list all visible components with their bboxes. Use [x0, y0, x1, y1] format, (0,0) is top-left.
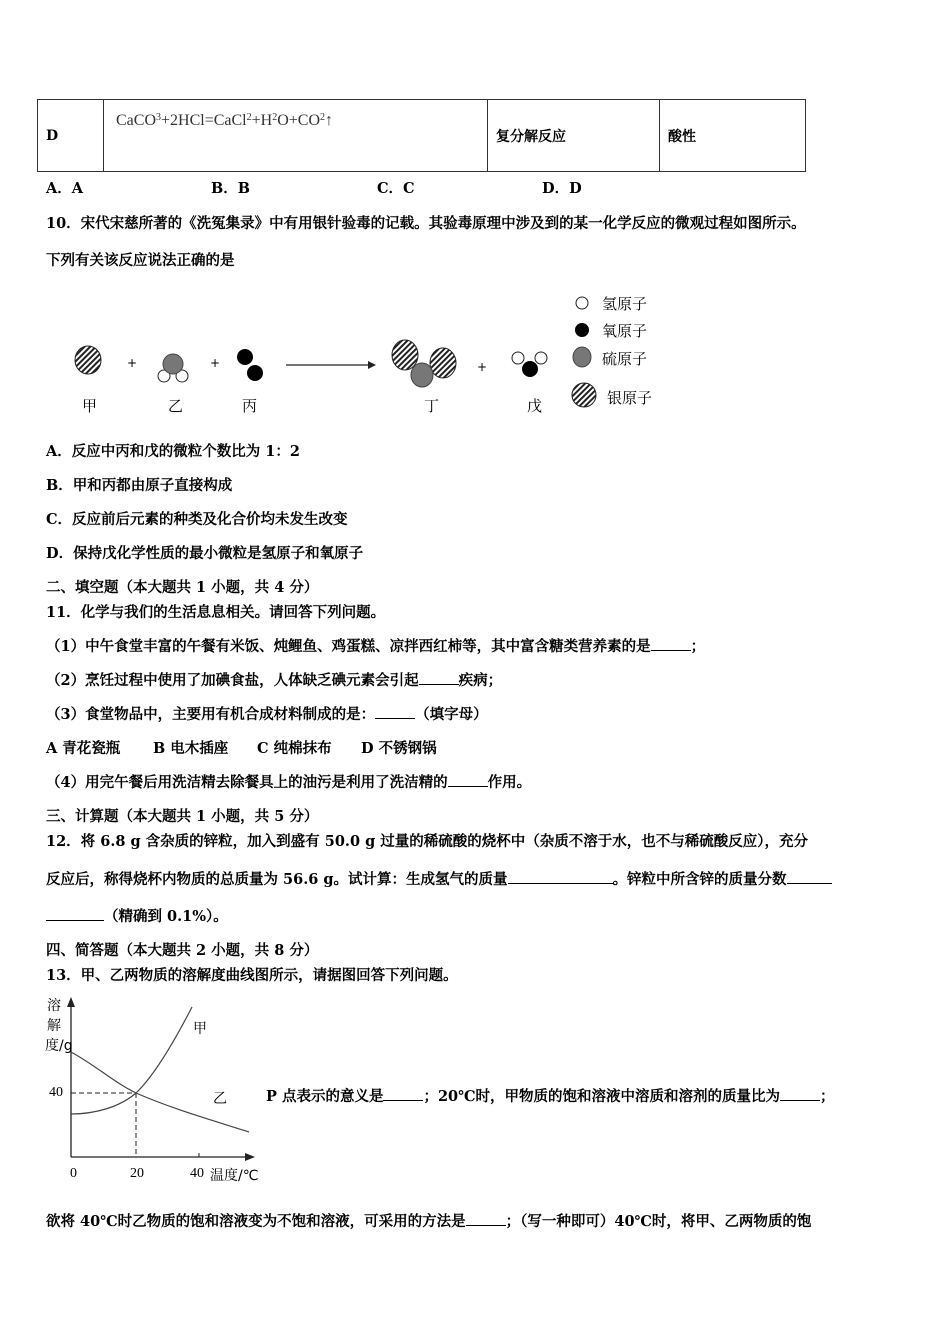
- q11-sub1: （1）中午食堂丰富的午餐有米饭、炖鲤鱼、鸡蛋糕、凉拌西红柿等，其中富含糖类营养素的是 ；: [46, 638, 706, 655]
- legend-sulfur-label: 硫原子: [602, 350, 648, 368]
- q10-option-c: C．反应前后元素的种类及化合价均未发生改变: [46, 511, 348, 528]
- answer-blank[interactable]: [448, 773, 488, 787]
- species-label-yi: 乙: [168, 397, 184, 415]
- species-label-wu: 戊: [527, 397, 543, 415]
- oxygen-molecule-icon: [237, 349, 263, 381]
- chart-x-tick-40: 40: [190, 1166, 204, 1181]
- silver-atom-icon: [75, 346, 101, 374]
- q11-choices: A 青花瓷瓶 B 电木插座 C 纯棉抹布 D 不锈钢锅: [46, 740, 437, 757]
- answer-blank[interactable]: [787, 870, 832, 884]
- svg-text:+: +: [210, 356, 221, 370]
- q13-last-line: 欲将 40℃时乙物质的饱和溶液变为不饱和溶液，可采用的方法是 ；（写一种即可）40℃时，将甲、乙两物质的饱: [46, 1213, 812, 1230]
- q9-option-d: D．D: [542, 180, 582, 197]
- q10-stem-line2: 下列有关该反应说法正确的是: [46, 252, 235, 269]
- q12-line3: （精确到 0.1%）。: [46, 905, 228, 926]
- svg-text:+: +: [127, 356, 138, 370]
- answer-blank[interactable]: [466, 1212, 506, 1226]
- answer-blank[interactable]: [651, 637, 691, 651]
- chart-y-axis-label: 溶解度/g: [45, 998, 73, 1054]
- q10-stem-line1: 10．宋代宋慈所著的《洗冤集录》中有用银针验毒的记载。其验毒原理中涉及到的某一化学反应的微观过程如图所示。: [46, 215, 806, 232]
- q10-option-a: A．反应中丙和戊的微粒个数比为 1：2: [46, 443, 300, 460]
- answer-blank[interactable]: [780, 1087, 820, 1101]
- q12-line2: 反应后，称得烧杯内物质的总质量为 56.6 g。试计算：生成氢气的质量 。锌粒中所含锌的质量分数: [46, 868, 832, 889]
- reaction-type: 复分解反应: [488, 100, 660, 171]
- svg-text:+: +: [477, 360, 488, 374]
- q13-p-point-line: P 点表示的意义是 ；20℃时，甲物质的饱和溶液中溶质和溶剂的质量比为 ；: [266, 1088, 835, 1105]
- q10-option-d: D．保持戊化学性质的最小微粒是氢原子和氧原子: [46, 545, 364, 562]
- silver-atom-icon: [572, 383, 596, 407]
- chart-y-tick-40: 40: [49, 1085, 63, 1100]
- answer-blank[interactable]: [46, 907, 104, 921]
- row-label: D: [38, 100, 104, 171]
- q13-stem: 13．甲、乙两物质的溶解度曲线图所示，请据图回答下列问题。: [46, 967, 458, 984]
- hydrogen-atom-icon: [576, 297, 588, 309]
- q11-sub3: （3）食堂物品中，主要用有机合成材料制成的是： （填字母）: [46, 706, 488, 723]
- sulfur-atom-icon: [573, 347, 591, 367]
- q9-option-c: C．C: [377, 180, 415, 197]
- chemical-equation: CaCO $^3$ +2HCl=CaCl $^2$ +H $^2$ O+CO $^2$ ↑: [104, 100, 488, 171]
- hydrogen-sulfide-molecule-icon: [158, 354, 188, 382]
- series-label-yi: 乙: [213, 1091, 227, 1107]
- chart-x-tick-20: 20: [130, 1166, 144, 1181]
- section4-title: 四、简答题（本大题共 2 小题，共 8 分）: [46, 942, 319, 959]
- reaction-microscopic-diagram: [60, 285, 680, 425]
- property: 酸性: [668, 128, 696, 145]
- q12-line1: 12．将 6.8 g 含杂质的锌粒，加入到盛有 50.0 g 过量的稀硫酸的烧杯中（杂质不溶于水，也不与稀硫酸反应），充分: [46, 833, 809, 850]
- legend-oxygen-label: 氧原子: [602, 322, 648, 340]
- species-label-bing: 丙: [242, 397, 258, 415]
- chart-x-axis-label: 温度/℃: [210, 1168, 259, 1184]
- answer-blank[interactable]: [508, 870, 613, 884]
- q9-option-b: B．B: [211, 180, 251, 197]
- q11-sub2: （2）烹饪过程中使用了加碘食盐，人体缺乏碘元素会引起 疾病；: [46, 672, 503, 689]
- section3-title: 三、计算题（本大题共 1 小题，共 5 分）: [46, 808, 319, 825]
- answer-blank[interactable]: [375, 705, 415, 719]
- reaction-arrow-icon: [286, 361, 376, 369]
- section2-title: 二、填空题（本大题共 1 小题，共 4 分）: [46, 579, 319, 596]
- legend-silver-label: 银原子: [607, 389, 653, 407]
- series-jia-curve: [71, 1007, 192, 1114]
- q9-option-a: A．A: [46, 180, 84, 197]
- silver-sulfide-molecule-icon: [392, 340, 456, 387]
- solubility-curve-chart: [35, 995, 275, 1190]
- answer-table-row-d: [37, 99, 806, 172]
- series-label-jia: 甲: [193, 1021, 207, 1037]
- answer-blank[interactable]: [419, 671, 459, 685]
- species-label-jia: 甲: [82, 397, 98, 415]
- chart-x-tick-0: 0: [70, 1166, 77, 1181]
- q10-option-b: B．甲和丙都由原子直接构成: [46, 477, 233, 494]
- q11-stem: 11．化学与我们的生活息息相关。请回答下列问题。: [46, 604, 386, 621]
- answer-blank[interactable]: [383, 1087, 423, 1101]
- q11-sub4: （4）用完午餐后用洗洁精去除餐具上的油污是利用了洗洁精的 作用。: [46, 774, 532, 791]
- water-molecule-icon: [512, 352, 547, 377]
- oxygen-atom-icon: [575, 323, 589, 337]
- legend-hydrogen-label: 氢原子: [602, 295, 648, 313]
- species-label-ding: 丁: [424, 397, 440, 415]
